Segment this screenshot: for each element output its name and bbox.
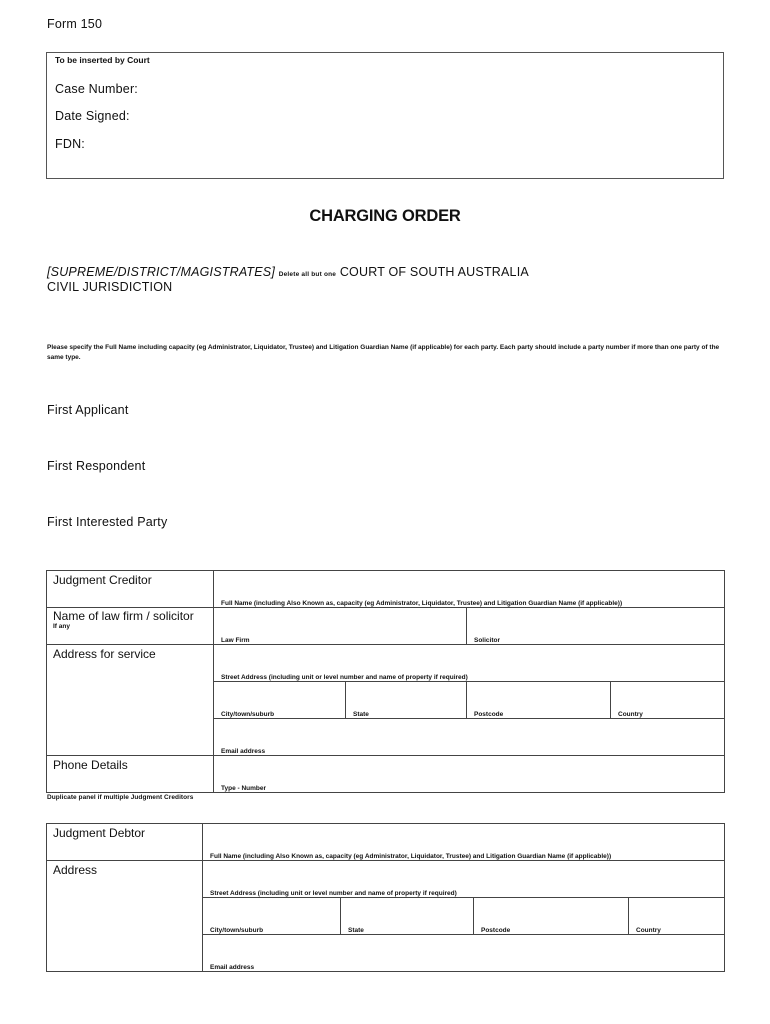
judgment-creditor-panel [46, 570, 725, 793]
debtor-street-caption: Street Address (including unit or level number and name of property if required) [210, 890, 457, 897]
debtor-email-caption: Email address [210, 964, 255, 971]
debtor-address-label: Address [53, 863, 98, 877]
creditor-full-name-field[interactable] [214, 571, 725, 608]
address-for-service-label: Address for service [53, 647, 156, 661]
law-firm-label-cell [47, 608, 214, 645]
form-number: Form 150 [47, 17, 103, 31]
if-any-note: If any [53, 623, 70, 630]
law-firm-caption: Law Firm [221, 637, 250, 644]
phone-field[interactable] [214, 756, 725, 793]
creditor-postcode-field[interactable] [467, 682, 611, 719]
debtor-postcode-field[interactable] [474, 898, 629, 935]
first-interested-party: First Interested Party [47, 515, 168, 529]
page-title: CHARGING ORDER [309, 207, 461, 225]
debtor-city-caption: City/town/suburb [210, 927, 264, 934]
law-firm-field[interactable] [214, 608, 467, 645]
address-for-service-label-cell [47, 645, 214, 756]
court-instruction: Delete all but one [278, 271, 337, 278]
debtor-full-name-caption: Full Name (including Also Known as, capacity (eg Administrator, Liquidator, Trustee) and Litigation Guardian Name (if applicable)) [210, 853, 612, 860]
phone-details-label: Phone Details [53, 758, 128, 772]
solicitor-field[interactable] [467, 608, 725, 645]
debtor-address-label-cell [47, 861, 203, 972]
creditor-street-field[interactable] [214, 645, 725, 682]
creditor-postcode-caption: Postcode [474, 711, 504, 718]
creditor-street-caption: Street Address (including unit or level number and name of property if required) [221, 674, 468, 681]
court-options: [SUPREME/DISTRICT/MAGISTRATES] [47, 265, 276, 279]
creditor-full-name-caption: Full Name (including Also Known as, capacity (eg Administrator, Liquidator, Trustee) and Litigation Guardian Name (if applicable)) [221, 600, 623, 607]
debtor-state-caption: State [348, 927, 364, 934]
judgment-debtor-label: Judgment Debtor [53, 826, 146, 840]
duplicate-panel-note: Duplicate panel if multiple Judgment Creditors [47, 794, 194, 801]
creditor-email-caption: Email address [221, 748, 266, 755]
date-signed-label: Date Signed: [55, 109, 130, 123]
judgment-debtor-label-cell [47, 824, 203, 861]
phone-details-label-cell [47, 756, 214, 793]
fdn-label: FDN: [55, 137, 85, 151]
case-number-label: Case Number: [55, 82, 138, 96]
court-line [47, 265, 529, 279]
creditor-email-field[interactable] [214, 719, 725, 756]
debtor-full-name-field[interactable] [203, 824, 725, 861]
judgment-creditor-label-cell [47, 571, 214, 608]
debtor-state-field[interactable] [341, 898, 474, 935]
creditor-country-caption: Country [618, 711, 643, 718]
solicitor-caption: Solicitor [474, 637, 501, 644]
creditor-city-caption: City/town/suburb [221, 711, 275, 718]
creditor-country-field[interactable] [611, 682, 725, 719]
jurisdiction: CIVIL JURISDICTION [47, 280, 173, 294]
debtor-street-field[interactable] [203, 861, 725, 898]
creditor-state-caption: State [353, 711, 369, 718]
creditor-state-field[interactable] [346, 682, 467, 719]
debtor-postcode-caption: Postcode [481, 927, 511, 934]
first-respondent: First Respondent [47, 459, 146, 473]
phone-caption: Type - Number [221, 785, 267, 792]
judgment-debtor-panel [46, 823, 725, 972]
party-instructions: Please specify the Full Name including capacity (eg Administrator, Liquidator, Trustee) and Litigation Guardian Name (if applicable) for each party. Each party should include a party number if more than one party of the same type. [47, 344, 720, 361]
debtor-country-caption: Country [636, 927, 661, 934]
creditor-city-field[interactable] [214, 682, 346, 719]
court-name: COURT OF SOUTH AUSTRALIA [339, 265, 529, 279]
debtor-country-field[interactable] [629, 898, 725, 935]
court-use-box [46, 52, 724, 179]
debtor-city-field[interactable] [203, 898, 341, 935]
judgment-creditor-label: Judgment Creditor [53, 573, 152, 587]
debtor-email-field[interactable] [203, 935, 725, 972]
first-applicant: First Applicant [47, 403, 129, 417]
court-use-heading: To be inserted by Court [55, 55, 150, 65]
law-firm-label: Name of law firm / solicitor [53, 609, 194, 623]
